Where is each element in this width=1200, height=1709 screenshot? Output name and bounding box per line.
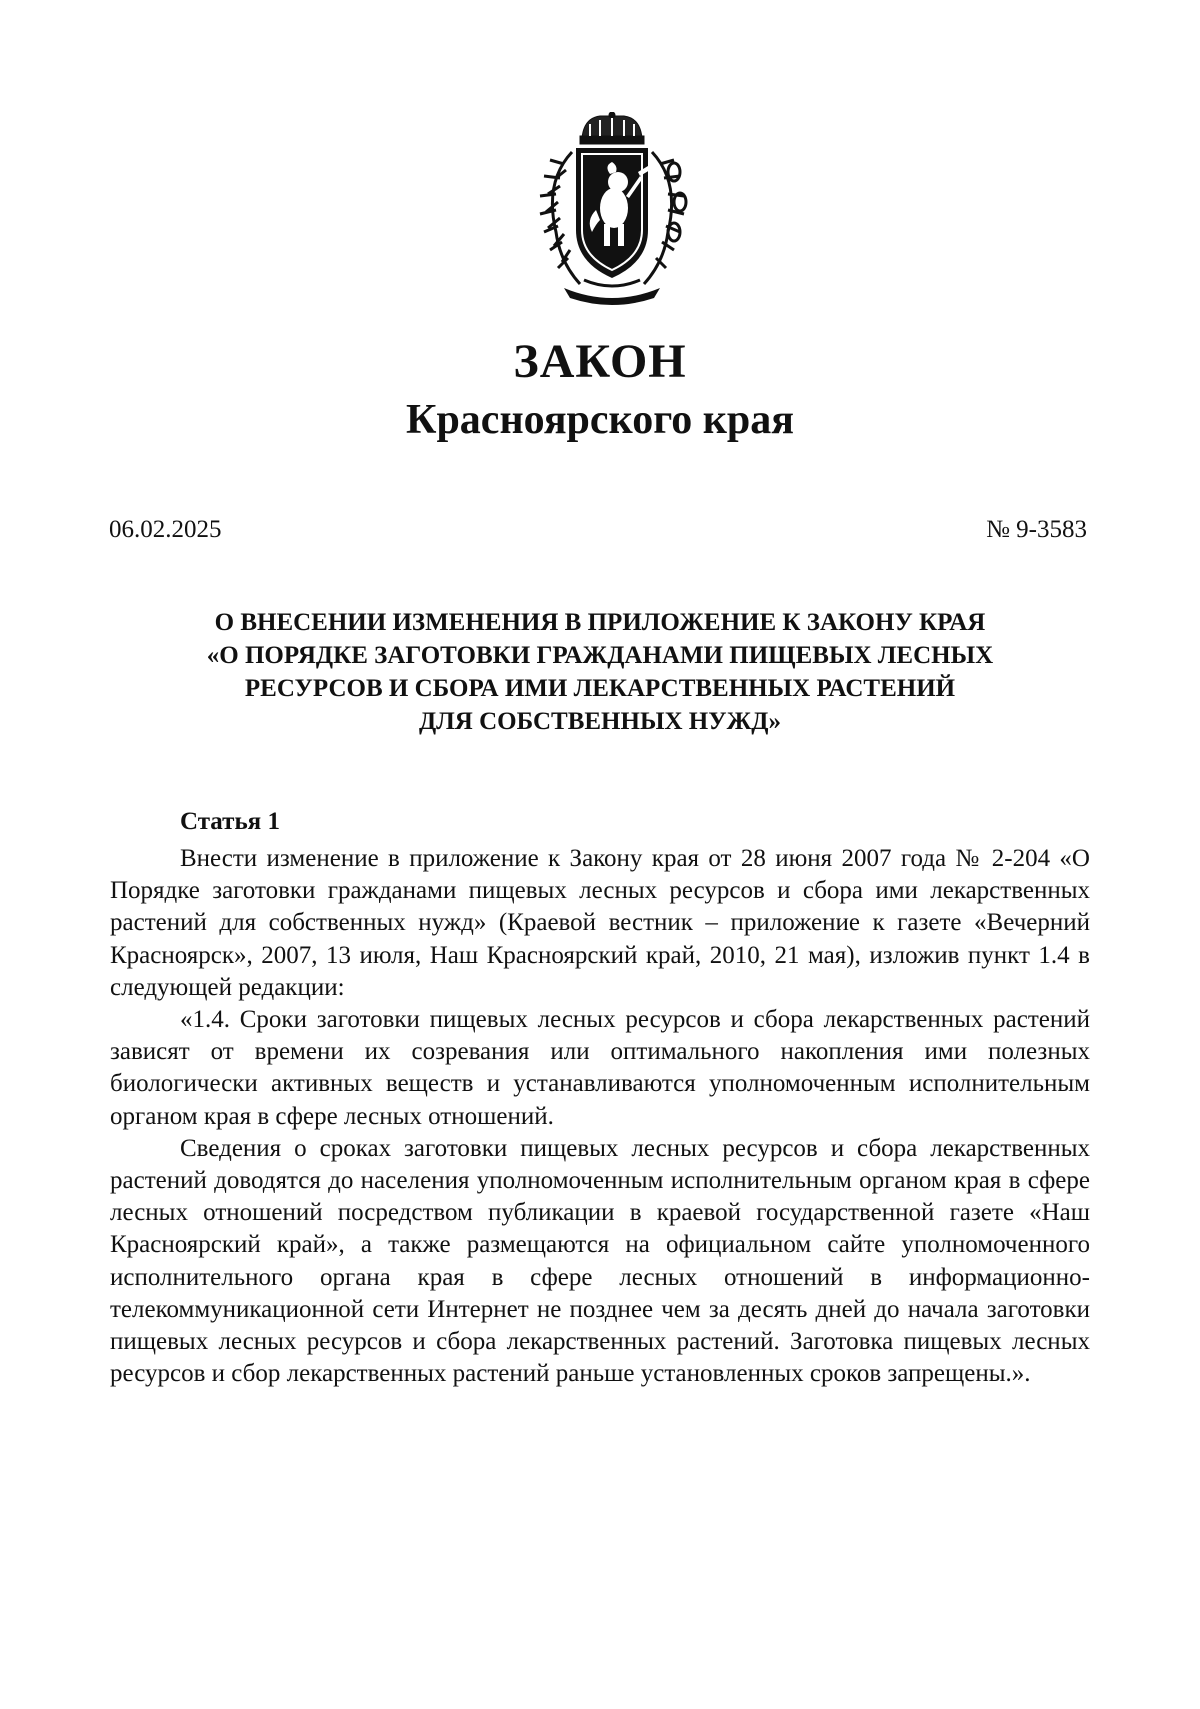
document-number: № 9-3583 [986, 516, 1087, 543]
heading-line: О ВНЕСЕНИИ ИЗМЕНЕНИЯ В ПРИЛОЖЕНИЕ К ЗАКОНУ КРАЯ [214, 609, 986, 636]
article-paragraph: Внести изменение в приложение к Закону края от 28 июня 2007 года № 2-204 «О Порядке заготовки гражданами пищевых лесных ресурсов и сбора ими лекарственных растений для собственных нужд» (Краевой вестник – приложение к газете «Вечерний Красноярск», 2007, 13 июля, Наш Красноярский край, 2010, 21 мая), изложив пункт 1.4 в следующей редакции: [110, 845, 1090, 1001]
krasnoyarsk-coat-of-arms-icon [534, 112, 690, 308]
article-body [110, 843, 1090, 1390]
heading-line: ДЛЯ СОБСТВЕННЫХ НУЖД» [418, 708, 782, 735]
document-subtitle: Красноярского края [405, 397, 795, 443]
document-title: ЗАКОН [513, 335, 687, 388]
article-paragraph: Сведения о сроках заготовки пищевых лесных ресурсов и сбора лекарственных растений доводятся до населения уполномоченным исполнительным органом края в сфере лесных отношений посредством публикации в краевой государственной газете «Наш Красноярский край», а также размещаются на официальном сайте уполномоченного исполнительного органа края в сфере лесных отношений в информационно-телекоммуникационной сети Интернет не позднее чем за десять дней до начала заготовки пищевых лесных ресурсов и сбора лекарственных растений. Заготовка пищевых лесных ресурсов и сбор лекарственных растений раньше установленных сроков запрещены.». [110, 1134, 1090, 1388]
law-heading [110, 606, 1090, 738]
article-paragraph: «1.4. Сроки заготовки пищевых лесных ресурсов и сбора лекарственных растений зависят от времени их созревания или оптимального накопления ими полезных биологически активных веществ и устанавливаются уполномоченным исполнительным органом края в сфере лесных отношений. [110, 1006, 1090, 1130]
document-date: 06.02.2025 [109, 516, 222, 543]
article-title: Статья 1 [180, 808, 280, 835]
heading-line: «О ПОРЯДКЕ ЗАГОТОВКИ ГРАЖДАНАМИ ПИЩЕВЫХ ЛЕСНЫХ [206, 642, 994, 669]
heading-line: РЕСУРСОВ И СБОРА ИМИ ЛЕКАРСТВЕННЫХ РАСТЕНИЙ [244, 675, 956, 702]
